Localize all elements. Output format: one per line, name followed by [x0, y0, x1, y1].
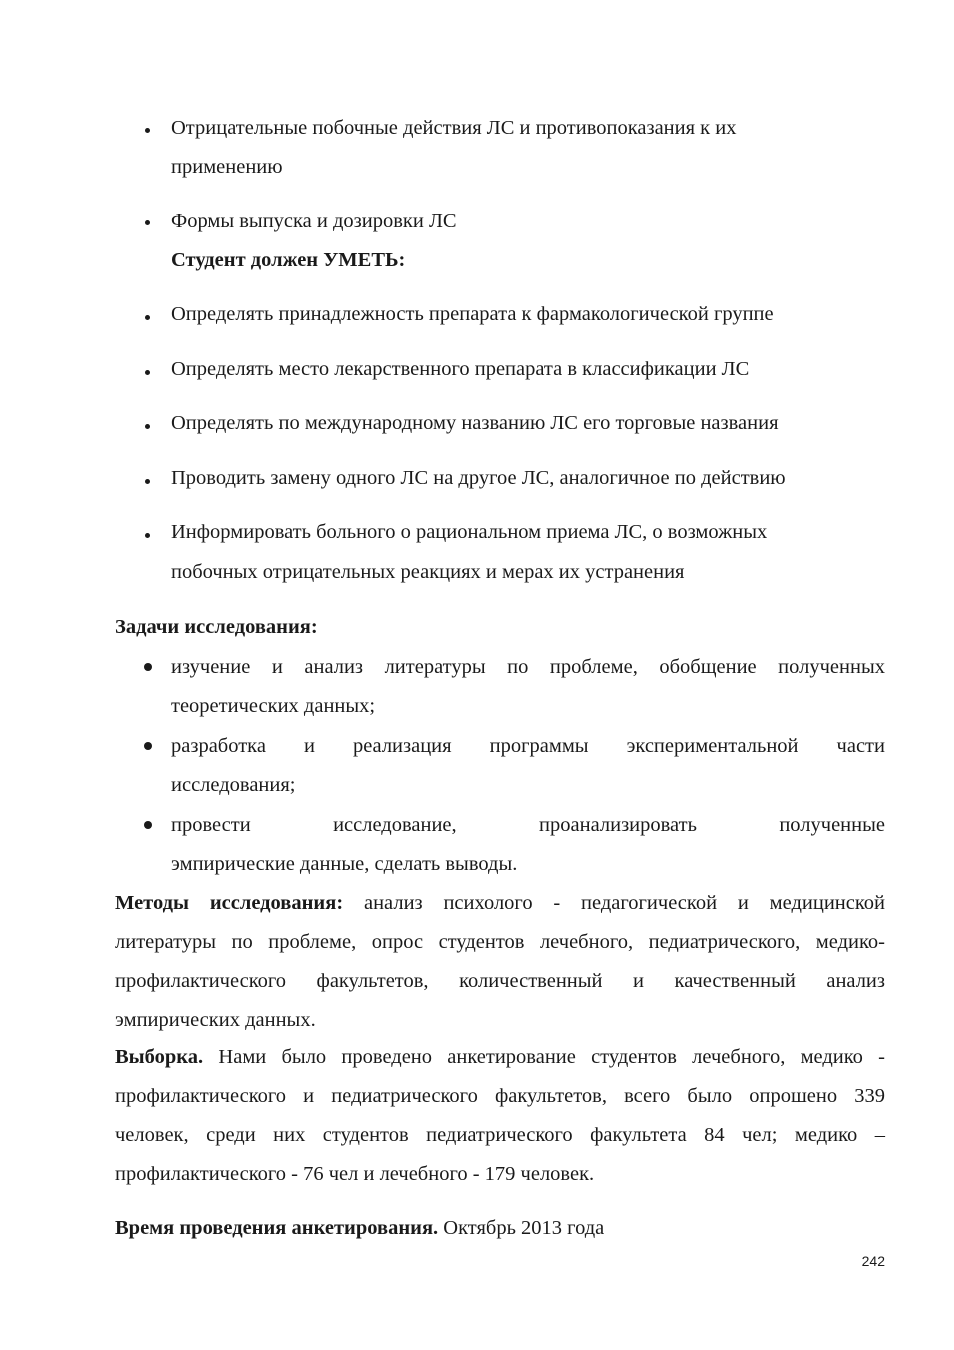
- list-item-text: Отрицательные побочные действия ЛС и противопоказания к их: [171, 117, 737, 139]
- task-text: изучение и анализ литературы по проблеме, обобщение полученных: [171, 656, 885, 678]
- list-item-text: побочных отрицательных реакциях и мерах их устранения: [171, 561, 685, 583]
- page-number: 242: [861, 1253, 885, 1269]
- sample-text: Нами было проведено анкетирование студентов лечебного, медико -: [218, 1046, 885, 1068]
- sample-paragraph-line: [115, 1045, 885, 1069]
- list-item-text: применению: [171, 156, 283, 178]
- task-text: теоретических данных;: [171, 695, 376, 717]
- bullet: [144, 742, 152, 750]
- task-text: эмпирические данные, сделать выводы.: [171, 853, 518, 875]
- methods-label: Методы исследования:: [115, 892, 344, 914]
- methods-text: профилактического факультетов, количественный и качественный анализ: [115, 970, 885, 992]
- sample-label: Выборка.: [115, 1046, 204, 1068]
- sample-text: человек, среди них студентов педиатрического факультета 84 чел; медико –: [115, 1124, 885, 1146]
- time-label: Время проведения анкетирования.: [115, 1217, 439, 1239]
- section-heading-umet: Студент должен УМЕТЬ:: [171, 249, 406, 271]
- time-paragraph: [115, 1216, 604, 1240]
- methods-text: эмпирических данных.: [115, 1009, 316, 1031]
- bullet: [145, 315, 150, 320]
- list-item-text: Определять место лекарственного препарата в классификации ЛС: [171, 358, 750, 380]
- sample-text: профилактического и педиатрического факультетов, всего было опрошено 339: [115, 1085, 885, 1107]
- task-text: провести исследование, проанализировать полученные: [171, 814, 885, 836]
- methods-text: литературы по проблеме, опрос студентов лечебного, педиатрического, медико-: [115, 931, 885, 953]
- list-item-text: Определять по международному названию ЛС его торговые названия: [171, 412, 779, 434]
- bullet: [145, 220, 150, 225]
- section-heading-tasks: Задачи исследования:: [115, 616, 318, 638]
- list-item-text: Информировать больного о рациональном приема ЛС, о возможных: [171, 521, 768, 543]
- bullet: [144, 821, 152, 829]
- bullet: [145, 479, 150, 484]
- bullet: [145, 424, 150, 429]
- methods-paragraph-line: [115, 891, 885, 915]
- time-value: Октябрь 2013 года: [443, 1217, 605, 1239]
- list-item-text: Формы выпуска и дозировки ЛС: [171, 210, 457, 232]
- bullet: [145, 533, 150, 538]
- list-item-text: Проводить замену одного ЛС на другое ЛС, аналогичное по действию: [171, 467, 786, 489]
- bullet: [145, 370, 150, 375]
- sample-text: профилактического - 76 чел и лечебного - 179 человек.: [115, 1163, 595, 1185]
- bullet: [145, 128, 150, 133]
- bullet: [144, 663, 152, 671]
- methods-text: анализ психолого - педагогической и медицинской: [363, 892, 886, 914]
- task-text: исследования;: [171, 774, 296, 796]
- list-item-text: Определять принадлежность препарата к фармакологической группе: [171, 303, 774, 325]
- task-text: разработка и реализация программы экспериментальной части: [171, 735, 885, 757]
